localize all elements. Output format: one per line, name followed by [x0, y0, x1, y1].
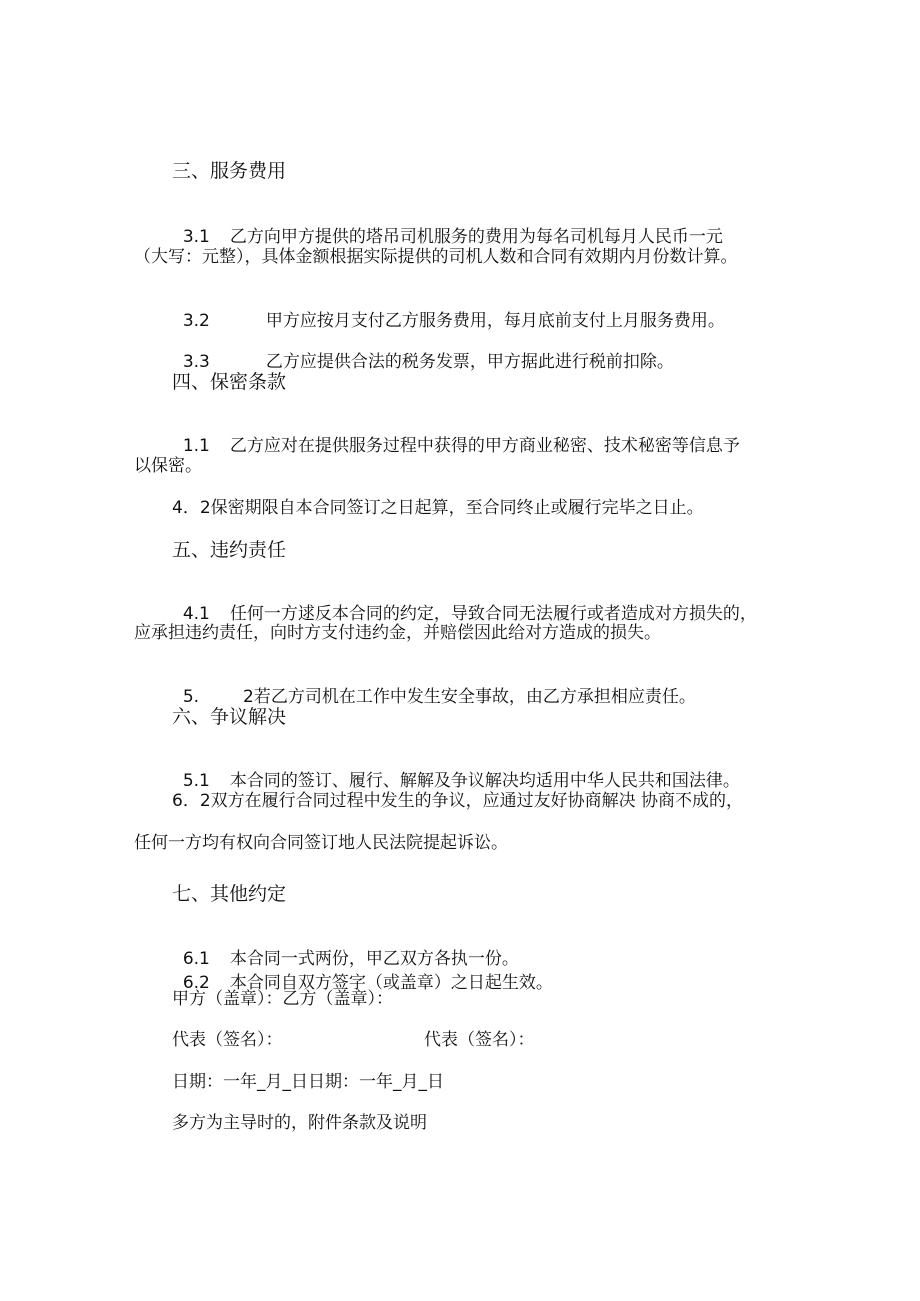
clause-number: 6.2 — [182, 973, 210, 993]
clause-number: 5. — [182, 687, 200, 707]
clause-4-1-line-2: 应承担违约责任，向时方支付违约金，并赔偿因此给对方造成的损失。 — [134, 623, 661, 643]
seal-line: 甲方（盖章）：乙方（盖章）： — [172, 989, 393, 1009]
clause-number: 3.1 — [182, 227, 210, 247]
clause-text: 本合同一式两份，甲乙双方各执一份。 — [229, 949, 519, 969]
clause-6-2-line-1: 6．2双方在履行合同过程中发生的争议，应通过友好协商解决 协商不成的， — [172, 791, 744, 811]
clause-4-1-line-1 — [172, 581, 757, 625]
section-heading: 四、保密条款 — [172, 371, 287, 393]
clause-text: 任何一方逑反本合同的约定，导致合同无法履行或者造成对方损失的， — [229, 604, 757, 624]
representative-b: 代表（签名）： — [424, 1030, 535, 1050]
clause-3-1-line-1 — [172, 204, 723, 248]
clause-number: 6.1 — [182, 949, 210, 969]
clause-number: 1.1 — [182, 436, 210, 456]
clause-number: 3.2 — [182, 311, 210, 331]
date-line: 日期：一年_月_日日期：一年_月_日 — [172, 1072, 444, 1092]
clause-1-1-line-1 — [172, 413, 740, 457]
clause-3-3 — [172, 329, 674, 373]
clause-3-2 — [172, 288, 725, 332]
clause-number: 3.3 — [182, 352, 210, 372]
clause-text: 本合同自双方签字（或盖章）之日起生效。 — [229, 973, 553, 993]
clause-text: 甲方应按月支付乙方服务费用，每月底前支付上月服务费用。 — [265, 311, 725, 331]
clause-number: 5.1 — [182, 771, 210, 791]
clause-number: 4.1 — [182, 604, 210, 624]
clause-text: 本合同的签订、履行、解解及争议解决均适用中华人民共和国法律。 — [229, 771, 740, 791]
clause-5-2 — [172, 664, 696, 708]
clause-text: 2若乙方司机在工作中发生安全事故，由乙方承担相应责任。 — [243, 687, 696, 707]
appendix-note: 多方为主导时的，附件条款及说明 — [172, 1113, 427, 1133]
clause-text: 乙方应提供合法的税务发票，甲方据此进行税前扣除。 — [265, 352, 674, 372]
clause-text: 乙方向甲方提供的塔吊司机服务的费用为每名司机每月人民币一元 — [229, 227, 723, 247]
clause-3-1-line-2: （大写：元整），具体金额根据实际提供的司机人数和合同有效期内月份数计算。 — [134, 247, 738, 267]
section-heading: 三、服务费用 — [172, 160, 287, 182]
clause-1-1-line-2: 以保密。 — [134, 456, 202, 476]
clause-6-2-line-2: 任何一方均有权向合同签订地人民法院提起诉讼。 — [134, 833, 508, 853]
clause-5-1 — [172, 748, 740, 792]
representative-a: 代表（签名）： — [172, 1030, 283, 1050]
section-heading: 五、违约责任 — [172, 539, 287, 561]
clause-text: 乙方应对在提供服务过程中获得的甲方商业秘密、技术秘密等信息予 — [229, 436, 740, 456]
clause-4-2: 4．2保密期限自本合同签订之日起算，至合同终止或履行完毕之日止。 — [172, 498, 704, 518]
section-heading: 六、争议解决 — [172, 706, 287, 728]
section-heading: 七、其他约定 — [172, 883, 287, 905]
